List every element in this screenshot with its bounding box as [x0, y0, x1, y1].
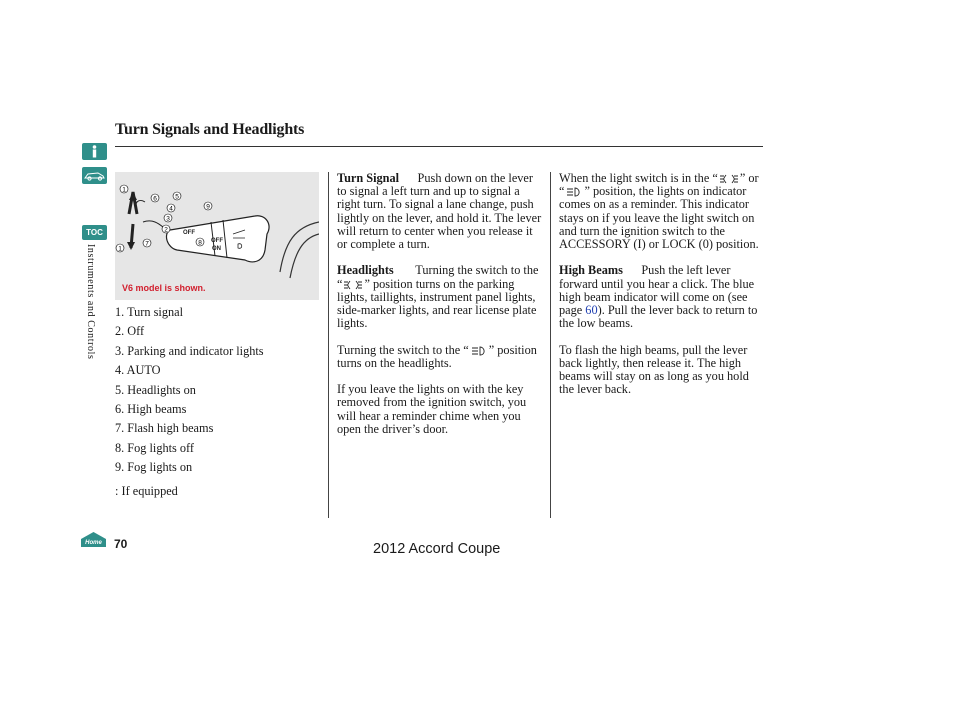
list-item: 2. Off	[115, 324, 145, 339]
column-divider	[550, 172, 551, 518]
toc-icon[interactable]: TOC	[82, 225, 107, 240]
headlights-text: Turning the switch to the “	[337, 263, 539, 291]
dial-label-fog-on: ON	[212, 246, 221, 252]
list-item: 4. AUTO	[115, 363, 161, 378]
marker-5: 5	[175, 193, 179, 201]
marker-8: 8	[198, 239, 202, 247]
marker-1-top: 1	[122, 186, 126, 194]
page-title: Turn Signals and Headlights	[115, 121, 305, 138]
title-rule	[115, 146, 763, 147]
footer-model: 2012 Accord Coupe	[373, 541, 501, 557]
list-item: 1. Turn signal	[115, 305, 183, 319]
home-label: Home	[85, 540, 102, 546]
headlights-heading: Headlights	[337, 263, 394, 278]
high-beams-text: ). Pull the lever back to return to the low beams.	[559, 303, 758, 331]
indicator-text: ” position, the lights on indicator comes on as a reminder. This indicator stays on if you leave the light switch on and turn the ignition switch to the ACCESSORY (I) or LOCK (0) position.	[559, 184, 759, 252]
column-divider	[328, 172, 329, 518]
marker-1-bottom: 1	[118, 245, 122, 253]
dial-label-fog-off: OFF	[211, 238, 223, 244]
list-item: 6. High beams	[115, 401, 187, 416]
headlights-paragraph	[337, 264, 542, 330]
parking-lights-icon	[718, 174, 740, 184]
marker-9: 9	[206, 203, 210, 211]
reminder-paragraph: If you leave the lights on with the key removed from the ignition switch, you will hear a reminder chime when you open the driver’s door.	[337, 382, 527, 436]
headlights-text: ” position turns on the parking lights, taillights, instrument panel lights, side-marker lights, and rear license plate lights.	[337, 276, 537, 331]
turn-signal-text: Push down on the lever to signal a left turn and up to signal a right turn. To signal a lane change, push lightly on the lever, and hold it. The lever will return to center when you release it or complete a turn.	[337, 171, 542, 252]
marker-4: 4	[169, 205, 173, 213]
indicator-text: ” or “	[559, 171, 759, 199]
flash-paragraph: To flash the high beams, pull the lever back lightly, then release it. The high beams will stay on as long as you hold the lever back.	[559, 342, 749, 397]
section-side-label: Instruments and Controls	[85, 244, 96, 360]
list-item: 5. Headlights on	[115, 382, 196, 397]
page-link[interactable]: 60	[585, 303, 598, 318]
marker-6: 6	[153, 195, 157, 203]
legend-list	[115, 304, 264, 479]
headlights-on-text: Turning the switch to the “	[337, 342, 469, 357]
equipped-note: : If equipped	[115, 484, 178, 498]
high-beams-paragraph	[559, 264, 765, 330]
marker-3: 3	[166, 215, 170, 223]
turn-signal-paragraph	[337, 172, 542, 251]
headlights-on-text: ” position turns on the headlights.	[337, 342, 537, 370]
list-item: 7. Flash high beams	[115, 421, 214, 436]
high-beams-heading: High Beams	[559, 263, 623, 278]
headlights-on-paragraph	[337, 344, 542, 370]
lever-illustration	[115, 172, 319, 300]
page-number: 70	[114, 537, 128, 551]
column-right	[559, 172, 765, 410]
list-item: 9. Fog lights on	[115, 460, 193, 475]
list-item: 8. Fog lights off	[115, 440, 195, 455]
parking-lights-icon	[342, 280, 364, 290]
indicator-paragraph	[559, 172, 765, 251]
marker-7: 7	[145, 240, 149, 248]
high-beams-text: Push the left lever forward until you hear a click. The blue high beam indicator will come on (see page	[559, 263, 755, 318]
home-icon[interactable]	[80, 531, 107, 548]
list-item: 3. Parking and indicator lights	[115, 343, 264, 358]
column-middle	[337, 172, 542, 449]
turn-signal-heading: Turn Signal	[337, 171, 400, 185]
info-icon[interactable]	[82, 143, 107, 160]
car-icon[interactable]	[82, 167, 107, 184]
figure-caption: V6 model is shown.	[122, 283, 206, 293]
indicator-text: When the light switch is in the “	[559, 171, 718, 185]
headlight-icon	[564, 187, 584, 197]
turn-signal-lever-figure	[115, 172, 319, 300]
dial-label-off: OFF	[183, 230, 195, 236]
marker-2: 2	[164, 226, 168, 234]
headlight-icon	[469, 346, 489, 356]
